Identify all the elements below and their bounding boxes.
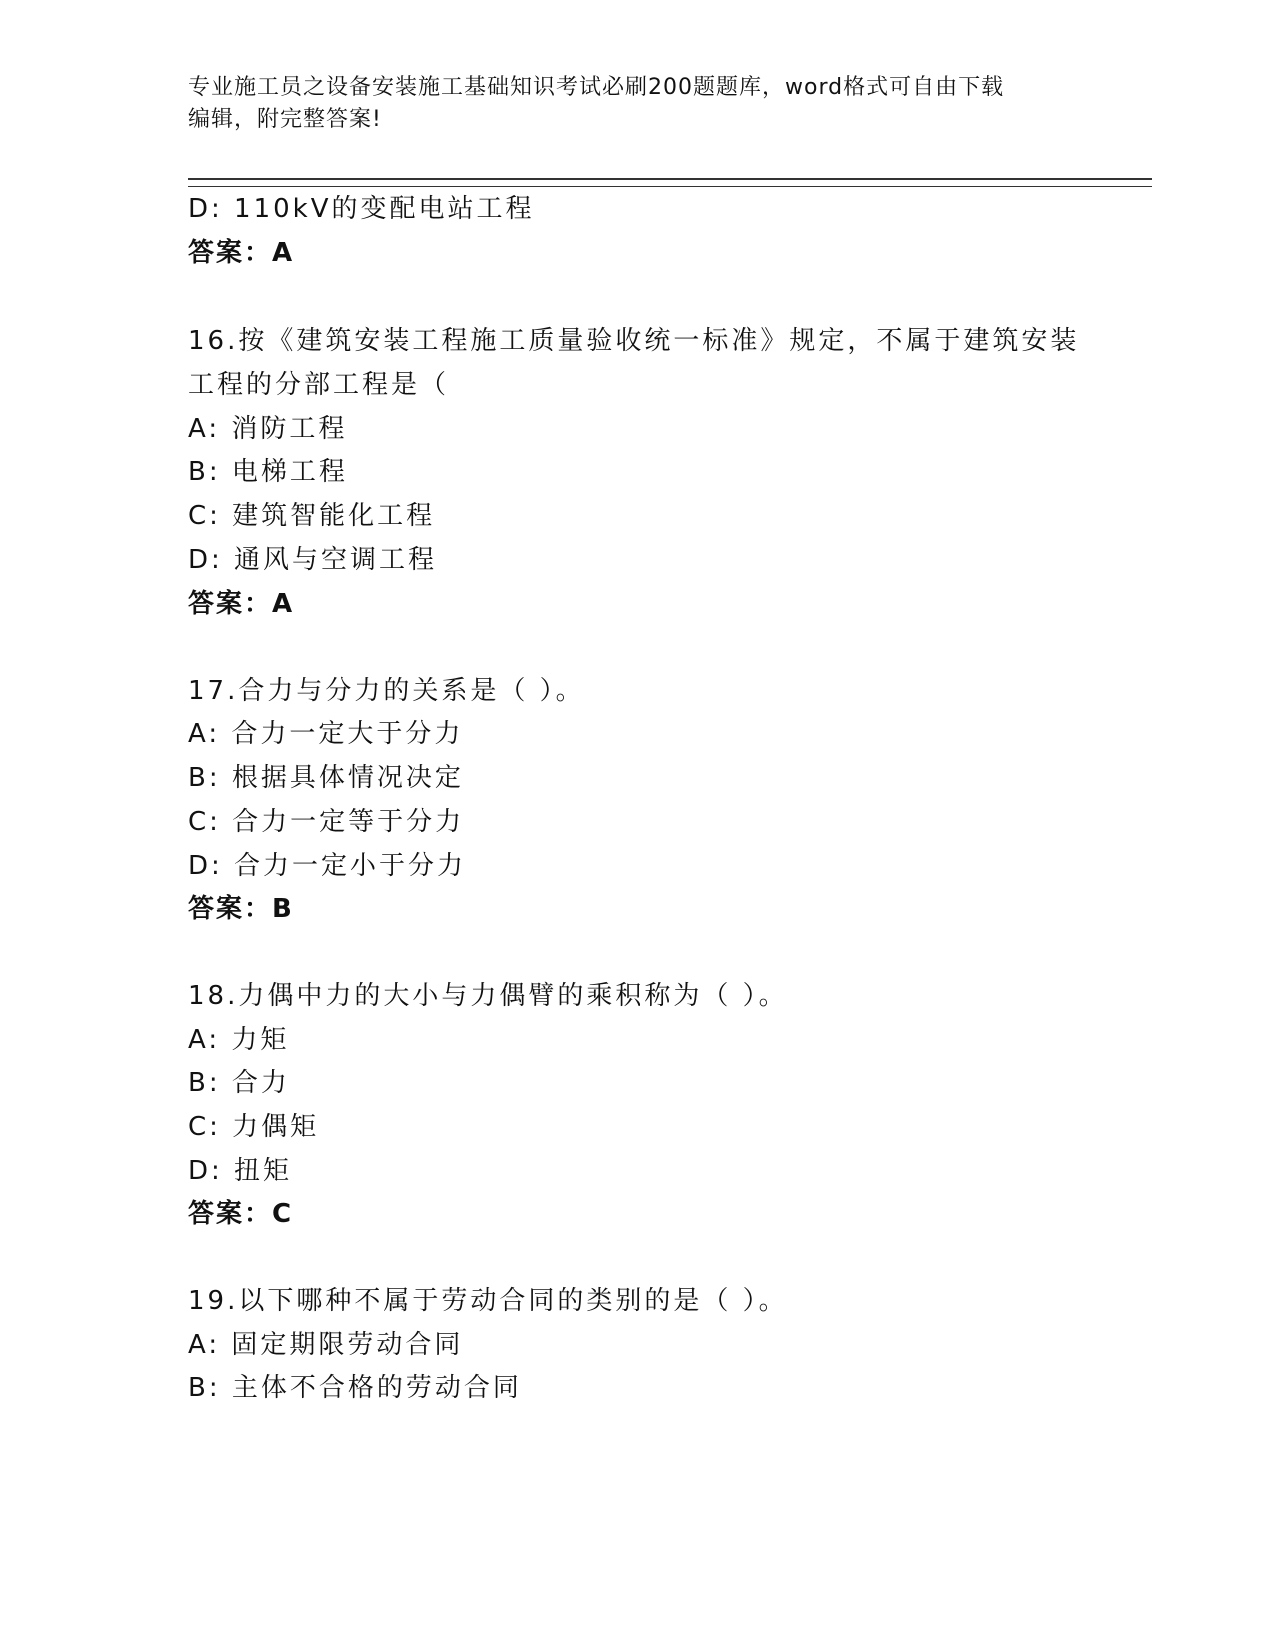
q17-option-a: A: 合力一定大于分力 xyxy=(188,719,464,749)
q18-option-c: C: 力偶矩 xyxy=(188,1112,320,1142)
prev-answer: 答案：A xyxy=(188,238,295,268)
q16-option-a: A: 消防工程 xyxy=(188,414,348,444)
q16-option-b: B: 电梯工程 xyxy=(188,457,348,487)
document-header xyxy=(188,72,1088,136)
q19-stem: 19.以下哪种不属于劳动合同的类别的是（ ）。 xyxy=(188,1286,788,1316)
q19-option-b: B: 主体不合格的劳动合同 xyxy=(188,1373,522,1403)
q17-option-d: D: 合力一定小于分力 xyxy=(188,851,467,881)
q18-stem: 18.力偶中力的大小与力偶臂的乘积称为（ ）。 xyxy=(188,981,788,1011)
q16-stem-line-2: 工程的分部工程是（ xyxy=(188,370,450,400)
q18-option-a: A: 力矩 xyxy=(188,1025,290,1055)
q16-stem-line-1: 16.按《建筑安装工程施工质量验收统一标准》规定，不属于建筑安装 xyxy=(188,326,1080,356)
q18-answer: 答案：C xyxy=(188,1199,294,1229)
q16-answer: 答案：A xyxy=(188,589,295,619)
q17-option-b: B: 根据具体情况决定 xyxy=(188,763,464,793)
q19-option-a: A: 固定期限劳动合同 xyxy=(188,1330,464,1360)
q17-answer: 答案：B xyxy=(188,894,294,924)
q17-option-c: C: 合力一定等于分力 xyxy=(188,807,465,837)
prev-option-d: D: 110kV的变配电站工程 xyxy=(188,194,535,224)
header-line-1: 专业施工员之设备安装施工基础知识考试必刷200题题库，word格式可自由下载 xyxy=(188,75,1005,100)
q18-option-b: B: 合力 xyxy=(188,1068,290,1098)
q16-option-c: C: 建筑智能化工程 xyxy=(188,501,436,531)
header-divider xyxy=(188,178,1152,187)
header-line-2: 编辑，附完整答案! xyxy=(188,107,382,132)
q17-stem: 17.合力与分力的关系是（ ）。 xyxy=(188,676,585,706)
q16-option-d: D: 通风与空调工程 xyxy=(188,545,438,575)
q18-option-d: D: 扭矩 xyxy=(188,1156,293,1186)
